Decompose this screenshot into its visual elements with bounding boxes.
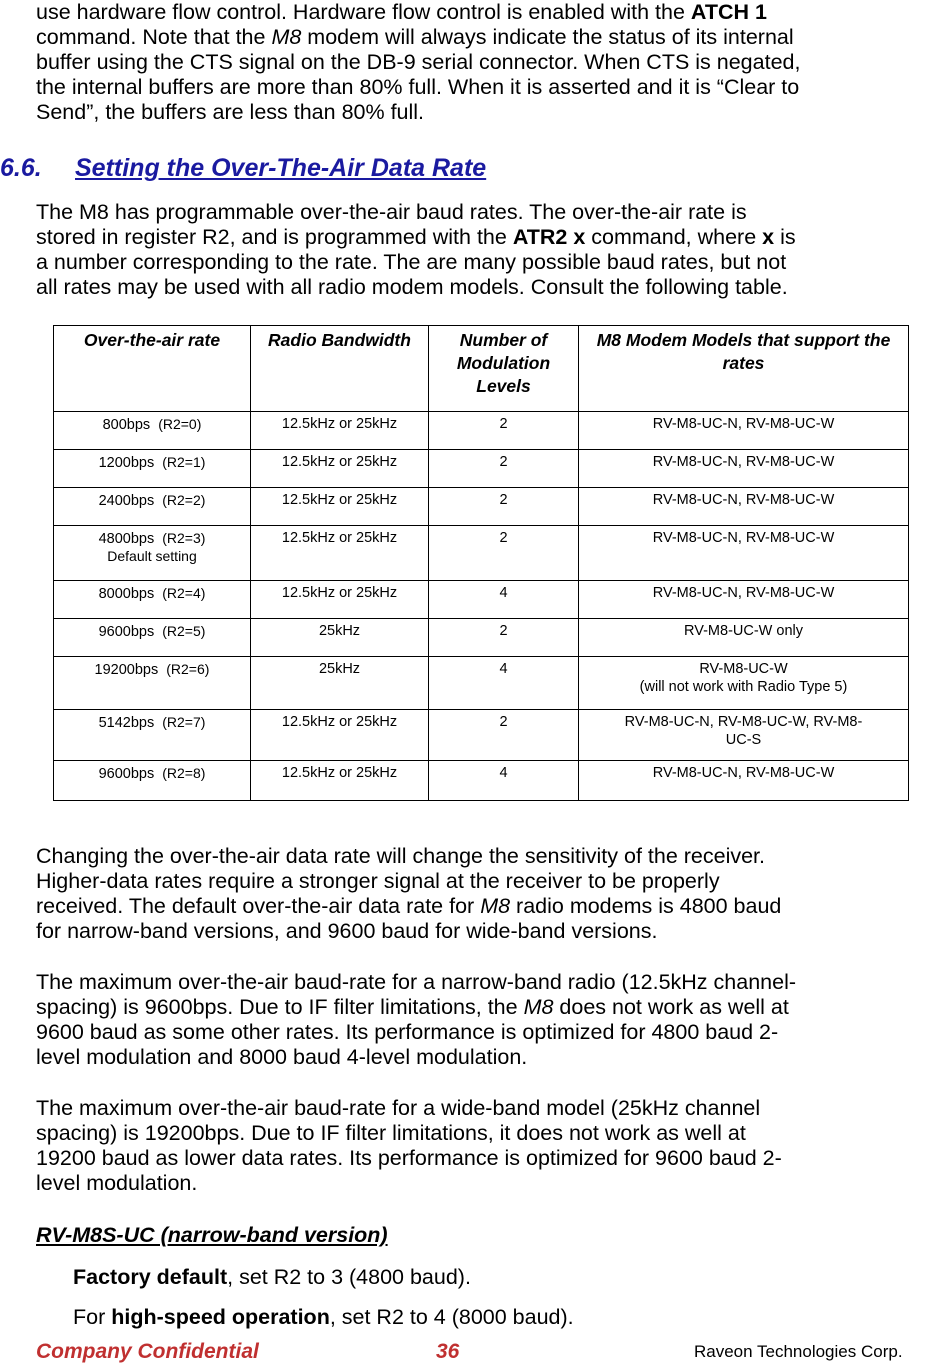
intro-line: use hardware flow control. Hardware flow control is enabled with the — [36, 0, 691, 24]
paragraph-line: does not work as well at — [553, 995, 789, 1019]
levels-cell: 4 — [429, 761, 579, 801]
wide-band-paragraph — [36, 1096, 931, 1196]
rate-cell: 4800bps (R2=3) Default setting — [54, 526, 251, 581]
data-rate-table — [53, 325, 909, 801]
rate-cell: 8000bps (R2=4) — [54, 581, 251, 619]
rate-cell: 2400bps (R2=2) — [54, 488, 251, 526]
bandwidth-cell: 12.5kHz or 25kHz — [251, 581, 429, 619]
models-cell: RV-M8-UC-N, RV-M8-UC-W — [579, 450, 909, 488]
levels-cell: 2 — [429, 526, 579, 581]
intro-line: buffer using the CTS signal on the DB-9 serial connector. When CTS is negated, — [36, 50, 801, 74]
footer-confidential: Company Confidential — [36, 1340, 259, 1363]
table-row — [54, 619, 909, 657]
intro-paragraph — [36, 0, 931, 125]
narrow-band-paragraph — [36, 970, 931, 1070]
rate-cell: 19200bps (R2=6) — [54, 657, 251, 710]
factory-default-line — [73, 1265, 931, 1290]
header-levels: Number of Modulation Levels — [429, 326, 579, 412]
header-rate: Over-the-air rate — [54, 326, 251, 412]
table-row — [54, 657, 909, 710]
paragraph-line: radio modems is 4800 baud — [510, 894, 782, 918]
rate-intro-paragraph — [36, 200, 931, 300]
paragraph-line: level modulation and 8000 baud 4-level modulation. — [36, 1045, 528, 1069]
models-cell: RV-M8-UC-N, RV-M8-UC-W — [579, 581, 909, 619]
paragraph-line: The maximum over-the-air baud-rate for a narrow-band radio (12.5kHz channel- — [36, 970, 797, 994]
command-parameter: x — [762, 225, 775, 249]
rate-cell: 800bps (R2=0) — [54, 412, 251, 450]
high-speed-line — [73, 1305, 931, 1330]
rate-cell: 9600bps (R2=5) — [54, 619, 251, 657]
model-name: M8 — [271, 25, 302, 49]
table-row — [54, 488, 909, 526]
bandwidth-cell: 25kHz — [251, 657, 429, 710]
table-row — [54, 450, 909, 488]
intro-line: the internal buffers are more than 80% full. When it is asserted and it is “Clear to — [36, 75, 800, 99]
models-cell: RV-M8-UC-N, RV-M8-UC-W — [579, 488, 909, 526]
intro-line: command. Note that the — [36, 25, 272, 49]
models-cell: RV-M8-UC-N, RV-M8-UC-W — [579, 526, 909, 581]
rate-cell: 9600bps (R2=8) — [54, 761, 251, 801]
paragraph-line: spacing) is 19200bps. Due to IF filter limitations, it does not work as well at — [36, 1121, 746, 1145]
subsection-heading: RV-M8S-UC (narrow-band version) — [36, 1223, 388, 1247]
model-name: M8 — [480, 894, 511, 918]
models-note: (will not work with Radio Type 5) — [639, 679, 848, 695]
paragraph-line: stored in register R2, and is programmed with the — [36, 225, 513, 249]
levels-cell: 2 — [429, 450, 579, 488]
sensitivity-paragraph — [36, 844, 931, 944]
models-cell: RV-M8-UC-W (will not work with Radio Type 5) — [579, 657, 909, 710]
paragraph-line: The M8 has programmable over-the-air baud rates. The over-the-air rate is — [36, 200, 747, 224]
footer-company: Raveon Technologies Corp. — [694, 1342, 903, 1361]
section-number: 6.6. — [0, 154, 42, 182]
factory-default-label: Factory default — [73, 1265, 228, 1289]
bandwidth-cell: 25kHz — [251, 619, 429, 657]
intro-line: Send”, the buffers are less than 80% full. — [36, 100, 425, 124]
bandwidth-cell: 12.5kHz or 25kHz — [251, 761, 429, 801]
default-setting-note: Default setting — [107, 548, 197, 564]
model-name: M8 — [523, 995, 554, 1019]
table-row — [54, 761, 909, 801]
table-row — [54, 526, 909, 581]
command-atch: ATCH 1 — [690, 0, 767, 24]
intro-line: modem will always indicate the status of its internal — [301, 25, 794, 49]
paragraph-line: 19200 baud as lower data rates. Its performance is optimized for 9600 baud 2- — [36, 1146, 782, 1170]
paragraph-line: command, where — [585, 225, 763, 249]
levels-cell: 2 — [429, 710, 579, 761]
page-number: 36 — [436, 1340, 460, 1363]
bandwidth-cell: 12.5kHz or 25kHz — [251, 488, 429, 526]
paragraph-line: for narrow-band versions, and 9600 baud for wide-band versions. — [36, 919, 658, 943]
section-heading — [0, 152, 486, 184]
factory-default-text: , set R2 to 3 (4800 baud). — [227, 1265, 471, 1289]
paragraph-line: 9600 baud as some other rates. Its performance is optimized for 4800 baud 2- — [36, 1020, 779, 1044]
models-cell: RV-M8-UC-W only — [579, 619, 909, 657]
paragraph-line: received. The default over-the-air data rate for — [36, 894, 481, 918]
paragraph-line: The maximum over-the-air baud-rate for a wide-band model (25kHz channel — [36, 1096, 761, 1120]
bandwidth-cell: 12.5kHz or 25kHz — [251, 450, 429, 488]
rate-cell: 5142bps (R2=7) — [54, 710, 251, 761]
paragraph-line: all rates may be used with all radio modem models. Consult the following table. — [36, 275, 788, 299]
bandwidth-cell: 12.5kHz or 25kHz — [251, 710, 429, 761]
models-note: UC-S — [725, 732, 762, 748]
command-atr2: ATR2 x — [512, 225, 586, 249]
paragraph-line: is — [774, 225, 796, 249]
table-row — [54, 412, 909, 450]
header-bandwidth: Radio Bandwidth — [251, 326, 429, 412]
levels-cell: 2 — [429, 619, 579, 657]
paragraph-line: Higher-data rates require a stronger signal at the receiver to be properly — [36, 869, 720, 893]
models-cell: RV-M8-UC-N, RV-M8-UC-W — [579, 761, 909, 801]
table-header-row — [54, 326, 909, 412]
models-cell: RV-M8-UC-N, RV-M8-UC-W — [579, 412, 909, 450]
levels-cell: 4 — [429, 657, 579, 710]
paragraph-line: spacing) is 9600bps. Due to IF filter limitations, the — [36, 995, 524, 1019]
header-models: M8 Modem Models that support the rates — [579, 326, 909, 412]
table-row — [54, 581, 909, 619]
models-cell: RV-M8-UC-N, RV-M8-UC-W, RV-M8- UC-S — [579, 710, 909, 761]
high-speed-prefix: For — [73, 1305, 112, 1329]
rate-cell: 1200bps (R2=1) — [54, 450, 251, 488]
table-row — [54, 710, 909, 761]
bandwidth-cell: 12.5kHz or 25kHz — [251, 526, 429, 581]
high-speed-text: , set R2 to 4 (8000 baud). — [329, 1305, 574, 1329]
levels-cell: 2 — [429, 488, 579, 526]
levels-cell: 4 — [429, 581, 579, 619]
paragraph-line: a number corresponding to the rate. The are many possible baud rates, but not — [36, 250, 787, 274]
section-title: Setting the Over-The-Air Data Rate — [75, 154, 487, 182]
levels-cell: 2 — [429, 412, 579, 450]
paragraph-line: Changing the over-the-air data rate will change the sensitivity of the receiver. — [36, 844, 766, 868]
bandwidth-cell: 12.5kHz or 25kHz — [251, 412, 429, 450]
high-speed-label: high-speed operation — [111, 1305, 330, 1329]
paragraph-line: level modulation. — [36, 1171, 198, 1195]
